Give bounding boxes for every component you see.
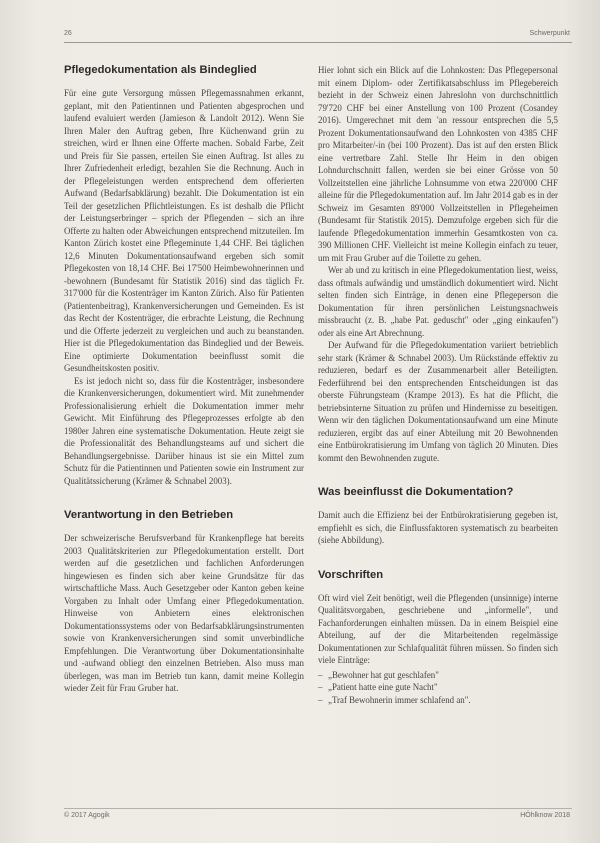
left-column [64,64,304,695]
footer-rule [64,808,572,809]
heading-verantwortung: Verantwortung in den Betrieben [64,509,234,521]
heading-vorschriften: Vorschriften [318,568,384,581]
footer-copyright: © 2017 Agogik [64,812,110,819]
footer-issue: HÖhlknow 2018 [520,812,570,819]
page-number: 26 [64,30,72,37]
section-name: Schwerpunkt [529,30,570,37]
paragraph: Für eine gute Versorgung müssen Pflegemassnahmen erkannt, geplant, mit den Patientinnen und Patienten abgesprochen und laufend evaluiert werden (Jamieson & Landolt 2012). Wenn Sie Ihren Maler den Auftrag geben, Ihre Küchenwand grün zu streichen, wird er Ihnen eine Offerte machen. Sobald Farbe, Zeit und Preis für Sie passen, erteilen Sie einen Auftrag. Ist alles zu Ihrer Zufriedenheit erledigt, bezahlen Sie die Rechnung. Auch in der Pflegeleistungen werden entsprechend dem offerierten Aufwand (Bedarfsabklärung) bezahlt. Die Dokumentation ist ein Teil der gesetzlichen Pflichtleistungen. Es ist deshalb die Pflicht der Leistungserbringer – sprich der Pflegenden – sich an ihre Offerte zu halten oder Abweichungen entsprechend mitzuteilen. Im Kanton Zürich kostet eine Pflegeminute 1,44 CHF. Bei täglichen 12,6 Minuten Dokumentationsaufwand ergeben sich somit Pflegekosten von 18,14 CHF. Bei 17'500 Heimbewohnerinnen und -bewohnern (Bundesamt für Statistik 2016) sind das täglich Fr. 317'000 für die Kostenträger im Kanton Zürich. Also für Patienten (Patientenbeitrag), Krankenversicherungen und Gemeinden. Es ist das Recht der Kostenträger, die erbrachte Leistung, die Rechnung und die Offerte jederzeit zu vergleichen und auch zu beanstanden. Hier ist die Pflegedokumentation das Bindeglied und der Beweis. Eine optimierte Dokumentation beeinflusst somit die Gesundheitskosten positiv. [64,88,304,373]
paragraph: Oft wird viel Zeit benötigt, weil die Pflegenden (unsinnige) interne Qualitätsvorgaben, geschriebene und „informelle", und Fachanforderungen einhalten müssen. Da in einem Beispiel eine Abteilung, auf der die Mitarbeitenden regelmässige Dokumentationen zur Schlafqualität führen müssen. So finden sich viele Einträge: [318,592,558,665]
heading-pflegedokumentation: Pflegedokumentation als Bindeglied [64,64,257,76]
list-item: – „Bewohner hat gut geschlafen" [318,669,558,682]
paragraph: Damit auch die Effizienz bei der Entbürokratisierung gegeben ist, empfiehlt es sich, die Einflussfaktoren systematisch zu bearbeiten (siehe Abbildung). [318,510,558,545]
paragraph: Wer ab und zu kritisch in eine Pflegedokumentation liest, weiss, dass oftmals aufwändig und umständlich dokumentiert wird. Nicht selten finden sich Einträge, in denen eine Pflegeperson die Dokumentation für ihren persönlichen Leistungsnachweis missbraucht (z. B. „habe Pat. geduscht" oder „ging einkaufen") oder als eine Art Abrechnung. [318,265,558,338]
paragraph: Es ist jedoch nicht so, dass für die Kostenträger, insbesondere die Krankenversicherungen, dokumentiert wird. Mit zunehmender Professionalisierung erhielt die Dokumentation immer mehr Gewicht. Mit Einführung des Pflegeprozesses erfolgte ab den 1980er Jahren eine systematische Dokumentation. Heute zeigt sie die Professionalität des Behandlungsteams auf und sichert die Behandlungsergebnisse. Darüber hinaus ist sie ein Mittel zum Schutz für die Patientinnen und Patienten sowie ein Instrument zur Qualitätssicherung (Krämer & Schnabel 2003). [64,375,304,486]
list-item: – „Traf Bewohnerin immer schlafend an". [318,694,558,707]
quote-list [318,669,558,707]
right-column [318,64,558,706]
paragraph: Der schweizerische Berufsverband für Krankenpflege hat bereits 2003 Qualitätskriterien zur Pflegedokumentation erstellt. Dort werden auf die gesetzlichen und fachlichen Anforderungen hingewiesen es finden sich aber keine Grundsätze für das wirtschaftliche Mass. Auch Gesetzgeber oder Kanton geben keine Vorgaben zu Inhalt oder Umfang einer Pflegedokumentation. Hinweise von Anbietern eines elektronischen Dokumentationssystems oder von Bedarfsabklärungsinstrumenten sowie von Krankenversicherungen sind somit unverbindliche Empfehlungen. Die Verantwortung über Dokumentationsinhalte und -aufwand obliegt den einzelnen Betrieben. Also muss man überlegen, was man im Betrieb tun kann, damit meine Kollegin wieder Zeit für Frau Gruber hat. [64,533,304,693]
paragraph: Der Aufwand für die Pflegedokumentation variiert betrieblich sehr stark (Krämer & Schnabel 2003). Um Rückstände effektiv zu reduzieren, bedarf es der Zusammenarbeit aller Beteiligten. Federführend bei den entsprechenden Entscheidungen ist das oberste Führungsteam (Krampe 2013). Es hat die Pflicht, die betriebsinterne Situation zu prüfen und Hindernisse zu beseitigen. Wenn wir den täglichen Dokumentationsaufwand um eine Minute reduzieren, ergibt das auf einer Abteilung mit 20 Bewohnenden eine Entbürokratisierung im Umfang von täglich 20 Minuten. Dies kommt den Bewohnenden zugute. [318,340,558,463]
paragraph: Hier lohnt sich ein Blick auf die Lohnkosten: Das Pflegepersonal mit einem Diplom- oder Zertifikatsabschluss im Pflegebereich bezieht in der Schweiz einen Jahreslohn von durchschnittlich 79'720 CHF bei einer Anstellung von 100 Prozent (Cosandey 2016). Umgerechnet mit dem 'an ressour entsprechen die 5,5 Prozent Dokumentationsaufwand den Lohnkosten von 4385 CHF pro Mitarbeiter/-in (bei 100 Prozent). Das ist auf den ersten Blick eine vertretbare Zahl. Stelle Ihr Heim in den obigen Lohndurchschnitt fallen, werden sie bei einer Grösse von 50 Vollzeitstellen eine jährliche Lohnsumme von etwa 220'000 CHF alleine für die Pflegedokumentation auf. Im Jahr 2014 gab es in der Schweiz im Gesamten 89'000 Vollzeitstellen in Pflegeheimen (Bundesamt für Statistik 2015). Demzufolge ergeben sich für die laufende Pflegedokumentation immerhin Gesamtkosten von ca. 390 Millionen CHF. Vielleicht ist meine Kollegin einfach zu teuer, um mit Frau Gruber auf die Toilette zu gehen. [318,65,558,263]
heading-was-beeinflusst: Was beeinflusst die Dokumentation? [318,486,514,498]
header-rule [64,42,572,43]
list-item: – „Patient hatte eine gute Nacht" [318,681,558,694]
